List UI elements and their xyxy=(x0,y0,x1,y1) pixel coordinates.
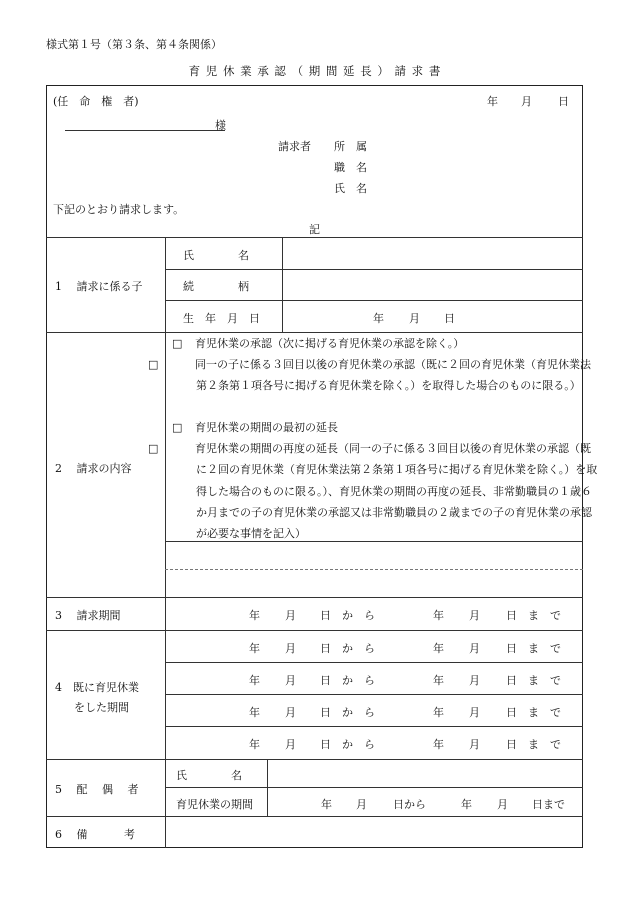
child-relation-label: 続 柄 xyxy=(183,280,249,293)
sec2-option-4 xyxy=(148,438,601,544)
sec1-label: 1 請求に係る子 xyxy=(55,280,143,293)
spouse-month-from: 月 xyxy=(356,798,367,811)
period-year-until: 年 xyxy=(433,706,444,719)
period-year-from: 年 xyxy=(249,706,260,719)
form-number: 様式第１号（第３条、第４条関係） xyxy=(46,38,222,51)
ki-label: 記 xyxy=(309,223,320,236)
period-year-until: 年 xyxy=(433,642,444,655)
sec6-label: 6 備 考 xyxy=(55,828,135,841)
sec5-label: 5 配 偶 者 xyxy=(55,783,139,796)
period-month-until: 月 xyxy=(469,674,480,687)
grid-line xyxy=(165,300,583,301)
label-column-separator xyxy=(165,237,166,848)
requester-label: 請求者 xyxy=(278,140,311,153)
checkbox-icon[interactable]: □ xyxy=(148,358,159,371)
grid-line xyxy=(165,726,583,727)
intro-text: 下記のとおり請求します。 xyxy=(53,203,185,216)
option-text: 同一の子に係る３回目以後の育児休業の承認（既に２回の育児休業（育児休業法第２条第１項各号に掲げる育児休業を除く。）を取得した場合のものに限る。） xyxy=(195,358,591,393)
period-year-from: 年 xyxy=(249,674,260,687)
grid-line xyxy=(282,237,283,332)
child-name-label: 氏 名 xyxy=(183,249,249,262)
checkbox-icon[interactable]: □ xyxy=(172,421,183,434)
period-year-from: 年 xyxy=(249,738,260,751)
date-day: 日 xyxy=(558,95,569,108)
period-month-from: 月 xyxy=(285,642,296,655)
grid-line xyxy=(46,237,583,238)
grid-line xyxy=(165,662,583,663)
period-day-until: 日 ま で xyxy=(506,738,561,751)
period-month-from: 月 xyxy=(285,609,296,622)
requester-name-label: 氏 名 xyxy=(334,182,367,195)
grid-line xyxy=(165,541,583,542)
period-day-from: 日 か ら xyxy=(320,609,375,622)
period-month-from: 月 xyxy=(285,738,296,751)
period-day-until: 日 ま で xyxy=(506,674,561,687)
sec4-label-line1: 4 既に育児休業 xyxy=(55,681,139,694)
grid-line xyxy=(165,787,583,788)
child-birth-label: 生 年 月 日 xyxy=(183,312,260,325)
grid-line xyxy=(46,816,583,817)
period-month-until: 月 xyxy=(469,642,480,655)
period-year-until: 年 xyxy=(433,674,444,687)
period-day-from: 日 か ら xyxy=(320,674,375,687)
form-title: 育 児 休 業 承 認 （ 期 間 延 長 ） 請 求 書 xyxy=(188,64,442,78)
affiliation-label: 所 属 xyxy=(334,140,367,153)
addressee-underline xyxy=(65,130,225,131)
grid-line xyxy=(46,597,583,598)
grid-line xyxy=(46,759,583,760)
period-day-until: 日 ま で xyxy=(506,642,561,655)
sec2-option-1 xyxy=(172,333,577,354)
period-month-until: 月 xyxy=(469,609,480,622)
position-label: 職 名 xyxy=(334,161,367,174)
period-year-from: 年 xyxy=(249,642,260,655)
grid-line xyxy=(46,630,583,631)
spouse-day-from: 日から xyxy=(393,798,426,811)
sama-label: 様 xyxy=(215,119,226,132)
grid-line xyxy=(165,694,583,695)
period-day-from: 日 か ら xyxy=(320,738,375,751)
period-day-from: 日 か ら xyxy=(320,706,375,719)
date-year: 年 xyxy=(487,95,498,108)
sec2-option-2 xyxy=(148,354,601,397)
spouse-day-until: 日まで xyxy=(532,798,565,811)
period-day-from: 日 か ら xyxy=(320,642,375,655)
period-month-from: 月 xyxy=(285,674,296,687)
period-month-until: 月 xyxy=(469,738,480,751)
option-text: 育児休業の期間の最初の延長 xyxy=(195,421,338,434)
period-month-until: 月 xyxy=(469,706,480,719)
period-year-until: 年 xyxy=(433,738,444,751)
spouse-month-until: 月 xyxy=(497,798,508,811)
option-text: 育児休業の承認（次に掲げる育児休業の承認を除く。） xyxy=(195,337,465,350)
sec2-option-3 xyxy=(172,417,577,438)
period-month-from: 月 xyxy=(285,706,296,719)
sec4-label-line2: をした期間 xyxy=(74,701,129,714)
birth-year: 年 xyxy=(373,312,384,325)
dashed-line xyxy=(165,569,583,570)
period-day-until: 日 ま で xyxy=(506,706,561,719)
grid-line xyxy=(267,759,268,816)
spouse-year-from: 年 xyxy=(321,798,332,811)
period-year-from: 年 xyxy=(249,609,260,622)
spouse-period-label: 育児休業の期間 xyxy=(176,798,253,811)
sec3-label: 3 請求期間 xyxy=(55,609,121,622)
period-year-until: 年 xyxy=(433,609,444,622)
birth-day: 日 xyxy=(444,312,455,325)
spouse-year-until: 年 xyxy=(461,798,472,811)
grid-line xyxy=(165,269,583,270)
option-text: 育児休業の期間の再度の延長（同一の子に係る３回目以後の育児休業の承認（既に２回の育児休業（育児休業法第２条第１項各号に掲げる育児休業を除く。）を取得した場合のものに限る。）、育児休業の期間の再度の延長、非常勤職員の１歳６か月までの子の育児休業の承認又は非常勤職員の２歳までの子の育児休業の承認が必要な事情を記入） xyxy=(195,442,598,541)
sec2-label: 2 請求の内容 xyxy=(55,462,132,475)
period-day-until: 日 ま で xyxy=(506,609,561,622)
checkbox-icon[interactable]: □ xyxy=(172,337,183,350)
date-month: 月 xyxy=(521,95,532,108)
spouse-name-label: 氏 名 xyxy=(176,769,242,782)
birth-month: 月 xyxy=(409,312,420,325)
checkbox-icon[interactable]: □ xyxy=(148,442,159,455)
authority-label: (任 命 権 者) xyxy=(53,95,139,108)
